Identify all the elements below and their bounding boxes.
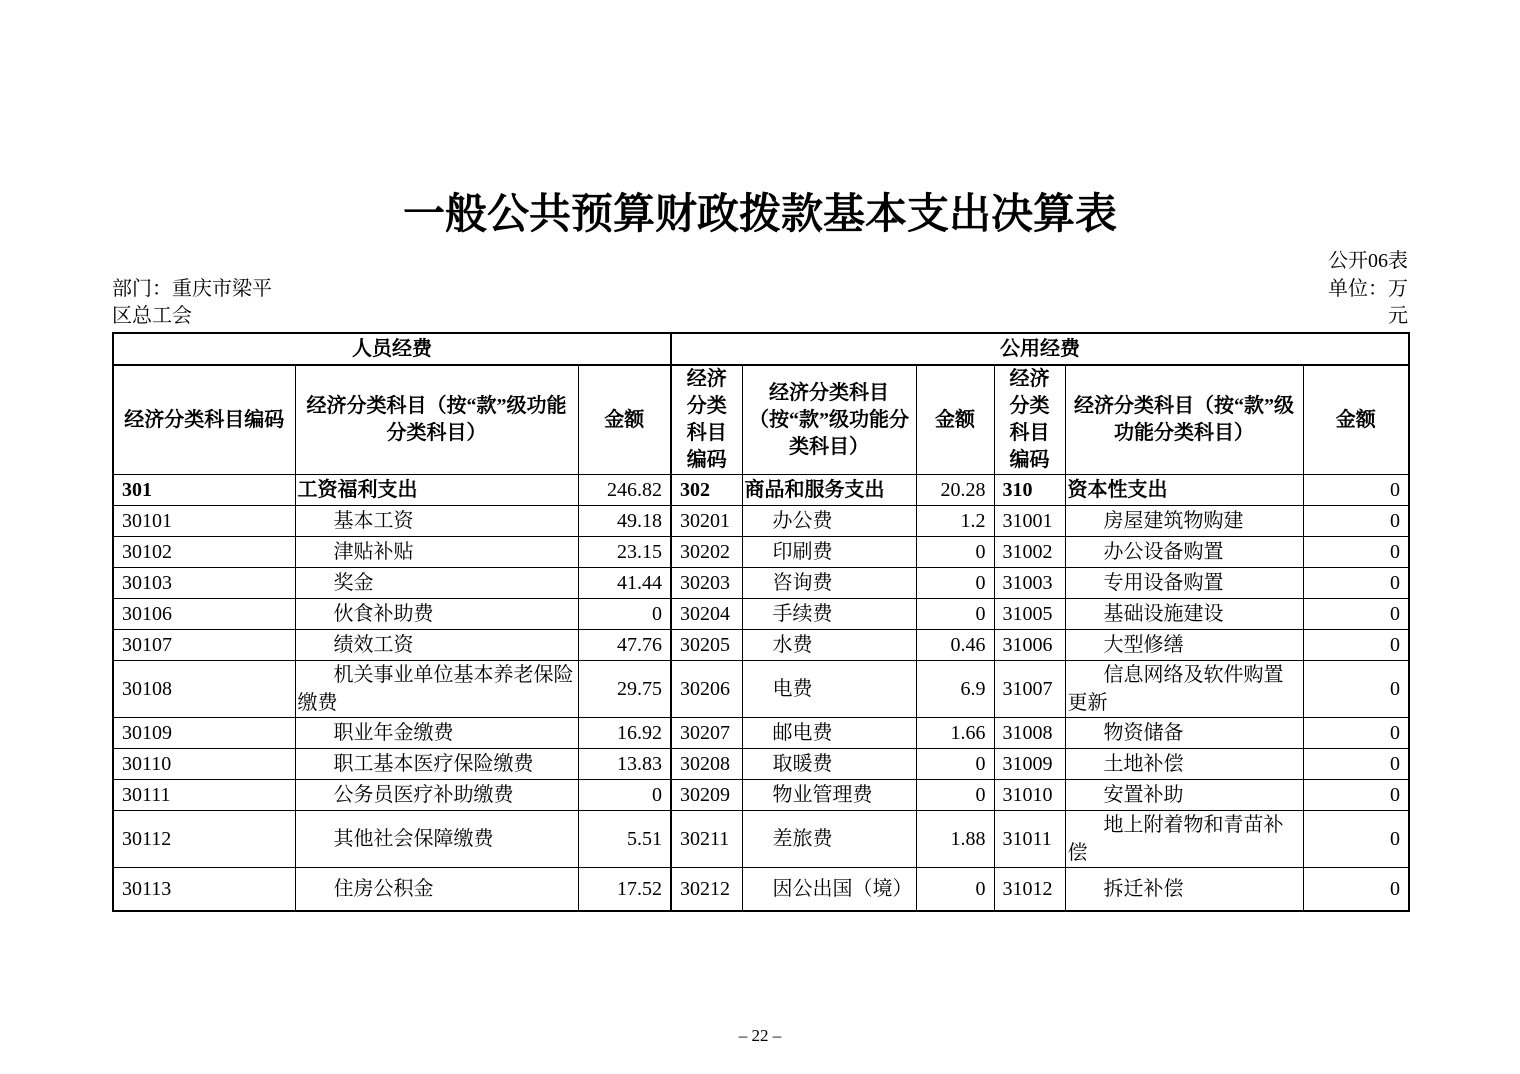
amount-cell: 246.82 bbox=[578, 475, 671, 506]
amount-cell: 6.9 bbox=[916, 661, 994, 718]
page-title: 一般公共预算财政拨款基本支出决算表 bbox=[402, 192, 1117, 238]
column-header-row bbox=[113, 365, 1409, 475]
subject-cell: 奖金 bbox=[295, 568, 578, 599]
col-header-code-1: 经济分类科目编码 bbox=[113, 365, 295, 475]
code-cell: 31003 bbox=[994, 568, 1065, 599]
subject-cell: 办公设备购置 bbox=[1065, 537, 1303, 568]
code-cell: 30203 bbox=[671, 568, 742, 599]
amount-cell: 1.88 bbox=[916, 811, 994, 868]
amount-cell: 0 bbox=[1303, 475, 1409, 506]
code-cell: 30208 bbox=[671, 749, 742, 780]
code-cell: 310 bbox=[994, 475, 1065, 506]
unit-label bbox=[1328, 276, 1408, 330]
code-cell: 30101 bbox=[113, 506, 295, 537]
code-cell: 30109 bbox=[113, 718, 295, 749]
amount-cell: 20.28 bbox=[916, 475, 994, 506]
department-line1: 部门：重庆市梁平 bbox=[112, 278, 272, 300]
amount-cell: 0 bbox=[1303, 780, 1409, 811]
table-row bbox=[113, 780, 1409, 811]
unit-line1: 单位：万 bbox=[1328, 278, 1408, 300]
amount-cell: 0 bbox=[916, 537, 994, 568]
col-header-subject-3: 经济分类科目（按“款”级功能分类科目） bbox=[1065, 365, 1303, 475]
amount-cell: 1.66 bbox=[916, 718, 994, 749]
amount-cell: 0 bbox=[916, 780, 994, 811]
amount-cell: 0 bbox=[1303, 661, 1409, 718]
table-row bbox=[113, 661, 1409, 718]
amount-cell: 0 bbox=[1303, 811, 1409, 868]
code-cell: 301 bbox=[113, 475, 295, 506]
amount-cell: 0 bbox=[1303, 718, 1409, 749]
subject-cell: 咨询费 bbox=[742, 568, 916, 599]
table-row bbox=[113, 749, 1409, 780]
code-cell: 31011 bbox=[994, 811, 1065, 868]
amount-cell: 16.92 bbox=[578, 718, 671, 749]
amount-cell: 0 bbox=[1303, 506, 1409, 537]
subject-cell: 绩效工资 bbox=[295, 630, 578, 661]
col-header-amount-2: 金额 bbox=[916, 365, 994, 475]
amount-cell: 0 bbox=[1303, 599, 1409, 630]
code-cell: 302 bbox=[671, 475, 742, 506]
col-header-subject-2: 经济分类科目（按“款”级功能分类科目） bbox=[742, 365, 916, 475]
form-number: 公开06表 bbox=[1328, 250, 1408, 272]
code-cell: 30106 bbox=[113, 599, 295, 630]
subject-cell: 住房公积金 bbox=[295, 868, 578, 911]
amount-cell: 0 bbox=[578, 599, 671, 630]
code-cell: 31002 bbox=[994, 537, 1065, 568]
amount-cell: 23.15 bbox=[578, 537, 671, 568]
amount-cell: 47.76 bbox=[578, 630, 671, 661]
subject-cell: 差旅费 bbox=[742, 811, 916, 868]
subject-cell: 公务员医疗补助缴费 bbox=[295, 780, 578, 811]
code-cell: 30207 bbox=[671, 718, 742, 749]
department-line2: 区总工会 bbox=[112, 305, 192, 327]
code-cell: 30204 bbox=[671, 599, 742, 630]
subject-cell: 水费 bbox=[742, 630, 916, 661]
col-header-subject-1: 经济分类科目（按“款”级功能分类科目） bbox=[295, 365, 578, 475]
department-label bbox=[112, 276, 272, 330]
subject-cell: 职业年金缴费 bbox=[295, 718, 578, 749]
subject-cell: 物业管理费 bbox=[742, 780, 916, 811]
band-public-funds: 公用经费 bbox=[671, 333, 1409, 365]
code-cell: 31009 bbox=[994, 749, 1065, 780]
table-row bbox=[113, 506, 1409, 537]
table-row bbox=[113, 537, 1409, 568]
subject-cell: 印刷费 bbox=[742, 537, 916, 568]
amount-cell: 0 bbox=[1303, 749, 1409, 780]
amount-cell: 49.18 bbox=[578, 506, 671, 537]
amount-cell: 1.2 bbox=[916, 506, 994, 537]
code-cell: 30205 bbox=[671, 630, 742, 661]
amount-cell: 13.83 bbox=[578, 749, 671, 780]
code-cell: 30112 bbox=[113, 811, 295, 868]
code-cell: 30201 bbox=[671, 506, 742, 537]
amount-cell: 0 bbox=[1303, 568, 1409, 599]
amount-cell: 0 bbox=[578, 780, 671, 811]
subject-cell: 大型修缮 bbox=[1065, 630, 1303, 661]
code-cell: 31010 bbox=[994, 780, 1065, 811]
amount-cell: 41.44 bbox=[578, 568, 671, 599]
subject-cell: 资本性支出 bbox=[1065, 475, 1303, 506]
table-row bbox=[113, 868, 1409, 911]
col-header-code-2: 经济分类科目编码 bbox=[671, 365, 742, 475]
code-cell: 30103 bbox=[113, 568, 295, 599]
amount-cell: 0 bbox=[916, 868, 994, 911]
expenditure-table bbox=[112, 332, 1410, 912]
table-row bbox=[113, 811, 1409, 868]
code-cell: 31012 bbox=[994, 868, 1065, 911]
code-cell: 30111 bbox=[113, 780, 295, 811]
content-area bbox=[112, 0, 1408, 912]
subject-cell: 信息网络及软件购置更新 bbox=[1065, 661, 1303, 718]
code-cell: 30211 bbox=[671, 811, 742, 868]
subject-cell: 手续费 bbox=[742, 599, 916, 630]
amount-cell: 29.75 bbox=[578, 661, 671, 718]
subject-cell: 职工基本医疗保险缴费 bbox=[295, 749, 578, 780]
code-cell: 30202 bbox=[671, 537, 742, 568]
amount-cell: 0 bbox=[1303, 868, 1409, 911]
col-header-code-3: 经济分类科目编码 bbox=[994, 365, 1065, 475]
subject-cell: 基础设施建设 bbox=[1065, 599, 1303, 630]
subject-cell: 房屋建筑物购建 bbox=[1065, 506, 1303, 537]
table-row bbox=[113, 475, 1409, 506]
col-header-amount-3: 金额 bbox=[1303, 365, 1409, 475]
code-cell: 31001 bbox=[994, 506, 1065, 537]
subject-cell: 基本工资 bbox=[295, 506, 578, 537]
subject-cell: 伙食补助费 bbox=[295, 599, 578, 630]
code-cell: 30107 bbox=[113, 630, 295, 661]
amount-cell: 0 bbox=[916, 749, 994, 780]
subject-cell: 地上附着物和青苗补偿 bbox=[1065, 811, 1303, 868]
code-cell: 30113 bbox=[113, 868, 295, 911]
subject-cell: 津贴补贴 bbox=[295, 537, 578, 568]
amount-cell: 0.46 bbox=[916, 630, 994, 661]
page-number: – 22 – bbox=[738, 1026, 782, 1045]
subject-cell: 土地补偿 bbox=[1065, 749, 1303, 780]
subject-cell: 其他社会保障缴费 bbox=[295, 811, 578, 868]
code-cell: 31006 bbox=[994, 630, 1065, 661]
code-cell: 30110 bbox=[113, 749, 295, 780]
subject-cell: 商品和服务支出 bbox=[742, 475, 916, 506]
code-cell: 30206 bbox=[671, 661, 742, 718]
code-cell: 31007 bbox=[994, 661, 1065, 718]
subject-cell: 因公出国（境） bbox=[742, 868, 916, 911]
meta-row bbox=[112, 276, 1408, 330]
table-row bbox=[113, 718, 1409, 749]
amount-cell: 0 bbox=[1303, 537, 1409, 568]
code-cell: 30209 bbox=[671, 780, 742, 811]
unit-line2: 元 bbox=[1388, 305, 1408, 327]
amount-cell: 0 bbox=[1303, 630, 1409, 661]
code-cell: 30102 bbox=[113, 537, 295, 568]
subject-cell: 工资福利支出 bbox=[295, 475, 578, 506]
code-cell: 30212 bbox=[671, 868, 742, 911]
code-cell: 31008 bbox=[994, 718, 1065, 749]
subject-cell: 专用设备购置 bbox=[1065, 568, 1303, 599]
amount-cell: 0 bbox=[916, 568, 994, 599]
subject-cell: 电费 bbox=[742, 661, 916, 718]
table-row bbox=[113, 630, 1409, 661]
subject-cell: 邮电费 bbox=[742, 718, 916, 749]
table-row bbox=[113, 599, 1409, 630]
code-cell: 31005 bbox=[994, 599, 1065, 630]
subject-cell: 办公费 bbox=[742, 506, 916, 537]
col-header-amount-1: 金额 bbox=[578, 365, 671, 475]
subject-cell: 取暖费 bbox=[742, 749, 916, 780]
subject-cell: 安置补助 bbox=[1065, 780, 1303, 811]
subject-cell: 机关事业单位基本养老保险缴费 bbox=[295, 661, 578, 718]
band-personnel-funds: 人员经费 bbox=[113, 333, 671, 365]
amount-cell: 0 bbox=[916, 599, 994, 630]
table-body bbox=[113, 475, 1409, 911]
band-header-row bbox=[113, 333, 1409, 365]
amount-cell: 5.51 bbox=[578, 811, 671, 868]
subject-cell: 拆迁补偿 bbox=[1065, 868, 1303, 911]
subject-cell: 物资储备 bbox=[1065, 718, 1303, 749]
code-cell: 30108 bbox=[113, 661, 295, 718]
table-row bbox=[113, 568, 1409, 599]
amount-cell: 17.52 bbox=[578, 868, 671, 911]
